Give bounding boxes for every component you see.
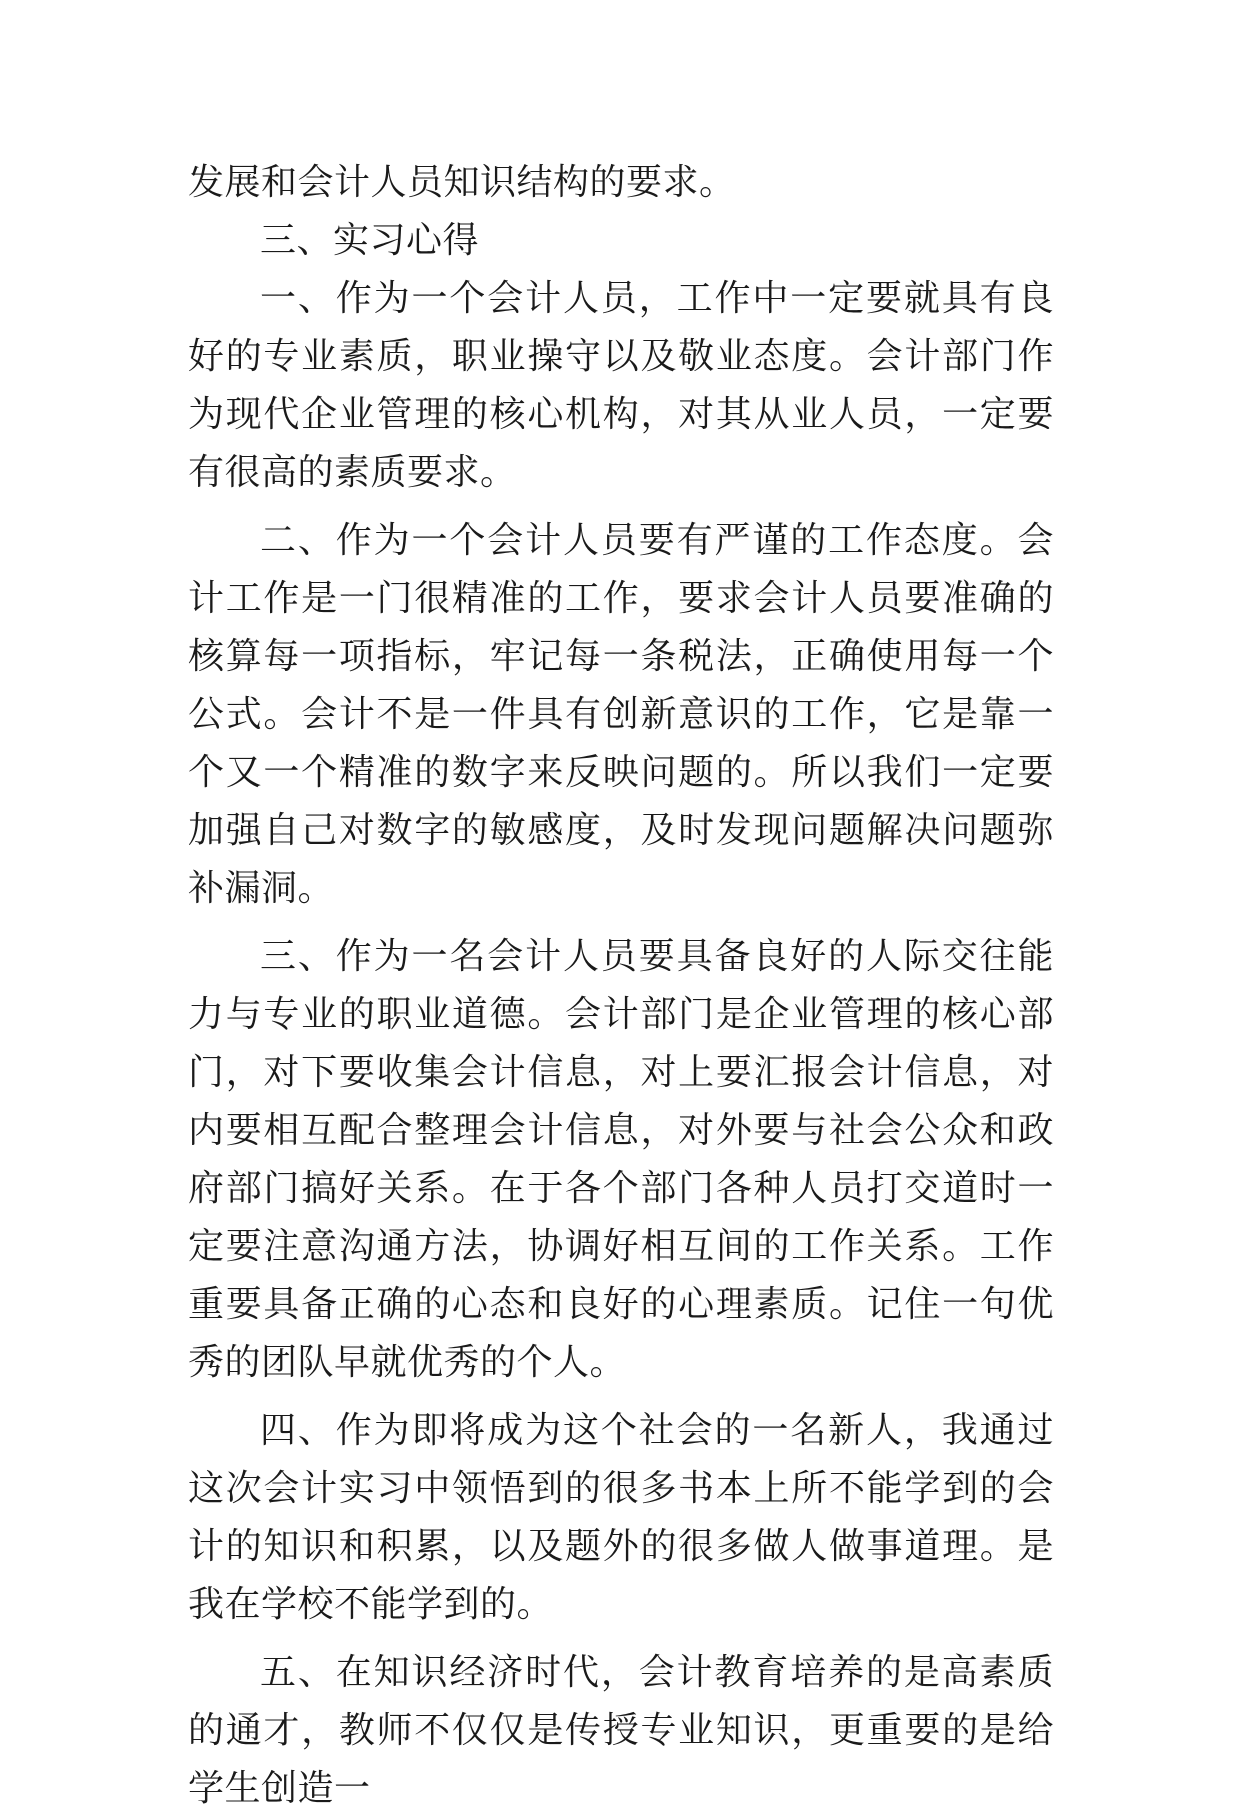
paragraph-point-five: 五、在知识经济时代，会计教育培养的是高素质的通才，教师不仅仅是传授专业知识，更重要的是给学生创造一 bbox=[188, 1652, 1054, 1809]
section-heading-internship-reflections: 三、实习心得 bbox=[260, 220, 480, 261]
paragraph-point-four: 四、作为即将成为这个社会的一名新人，我通过这次会计实习中领悟到的很多书本上所不能学到的会计的知识和积累，以及题外的很多做人做事道理。是我在学校不能学到的。 bbox=[188, 1410, 1054, 1625]
paragraph-continuation: 发展和会计人员知识结构的要求。 bbox=[188, 162, 736, 203]
paragraph-point-three: 三、作为一名会计人员要具备良好的人际交往能力与专业的职业道德。会计部门是企业管理的核心部门，对下要收集会计信息，对上要汇报会计信息，对内要相互配合整理会计信息，对外要与社会公众和政府部门搞好关系。在于各个部门各种人员打交道时一定要注意沟通方法，协调好相互间的工作关系。工作重要具备正确的心态和良好的心理素质。记住一句优秀的团队早就优秀的个人。 bbox=[188, 936, 1054, 1383]
document-body bbox=[188, 154, 1054, 1818]
paragraph-point-one: 一、作为一个会计人员，工作中一定要就具有良好的专业素质，职业操守以及敬业态度。会计部门作为现代企业管理的核心机构，对其从业人员，一定要有很高的素质要求。 bbox=[188, 278, 1054, 493]
paragraph-point-two: 二、作为一个会计人员要有严谨的工作态度。会计工作是一门很精准的工作，要求会计人员要准确的核算每一项指标，牢记每一条税法，正确使用每一个公式。会计不是一件具有创新意识的工作，它是靠一个又一个精准的数字来反映问题的。所以我们一定要加强自己对数字的敏感度，及时发现问题解决问题弥补漏洞。 bbox=[188, 520, 1054, 909]
